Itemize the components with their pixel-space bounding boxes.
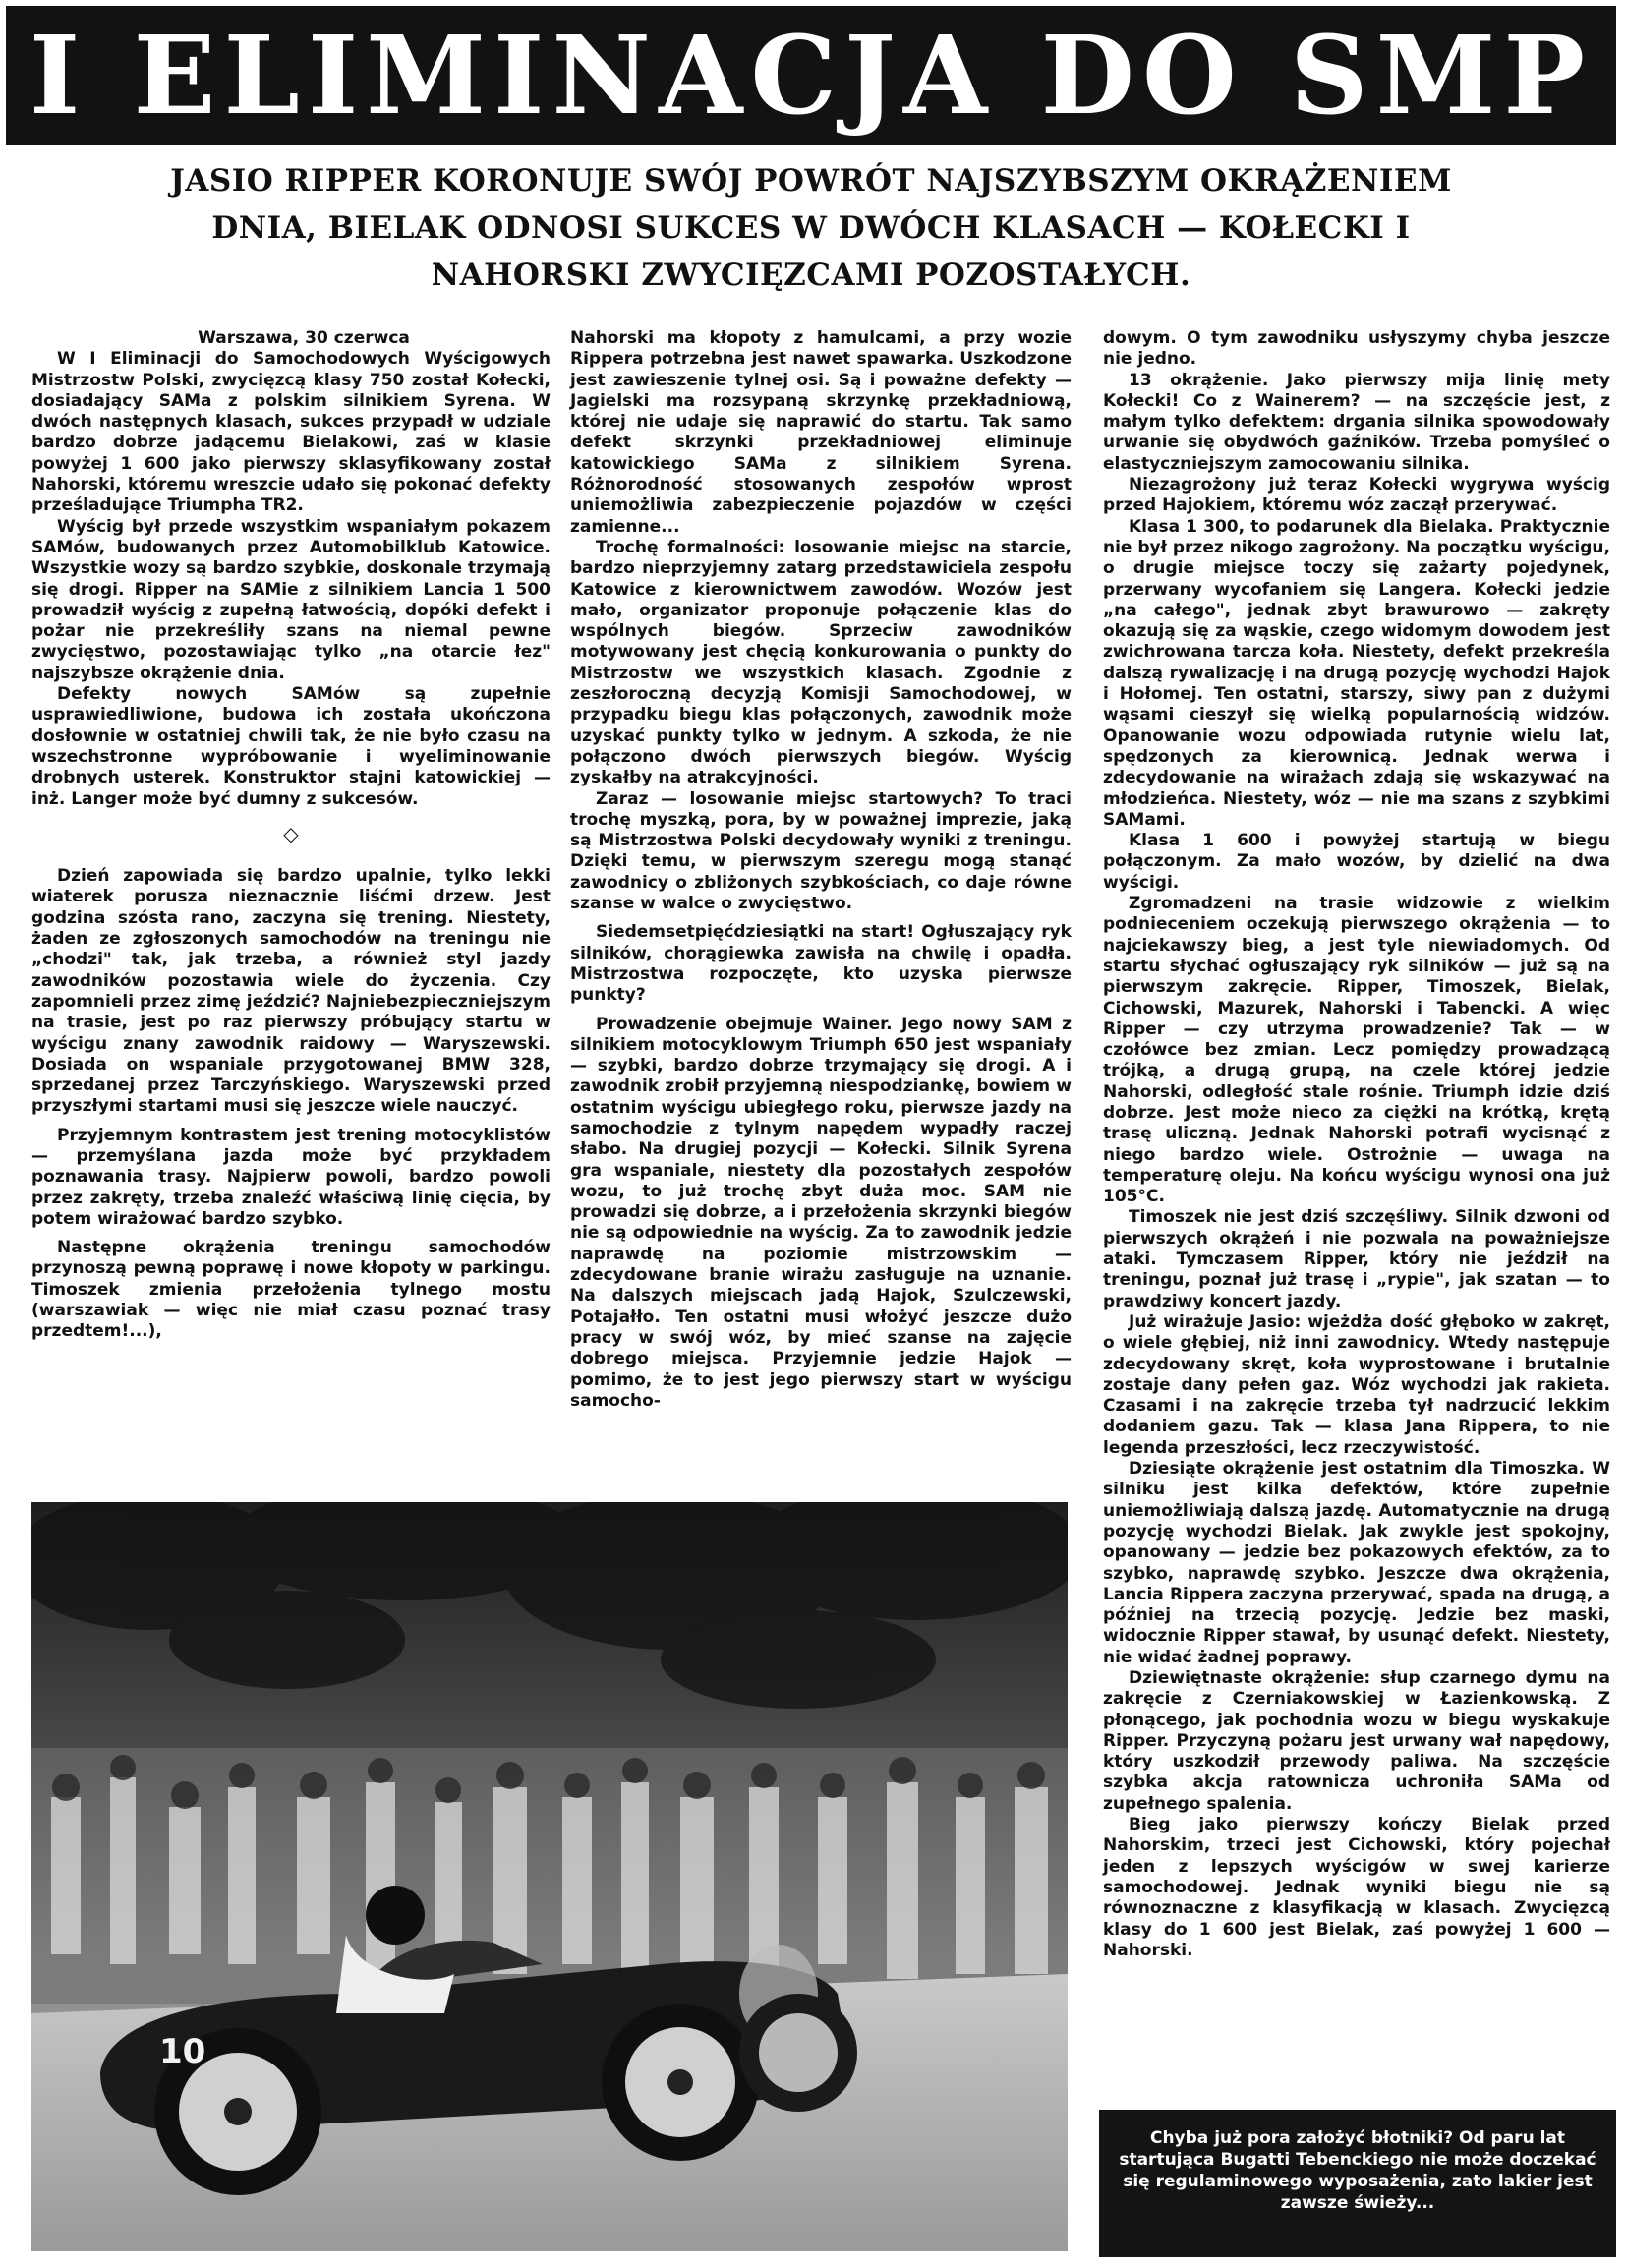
paragraph: Już wirażuje Jasio: wjeżdża dość głęboko w zakręt, o wiele głębiej, niż inni zawodnicy. Wtedy następuje zdecydowany skręt, koła wyprostowane i brutalnie zostaje dany pełen gaz. Wóz wychodzi jak rakieta. Czasami i na zakręcie trzeba tył nadrzucić lekkim dodaniem gazu. Tak — klasa Jana Rippera, to nie legenda przeszłości, lecz rzeczywistość. bbox=[1103, 1311, 1610, 1458]
paragraph: W I Eliminacji do Samochodowych Wyścigowych Mistrzostw Polski, zwycięzcą klasy 750 został Kołecki, dosiadający SAMa z polskim silnikiem Syrena. W dwóch następnych klasach, sukces przypadł w udziale bardzo dobrze jadącemu Bielakowi, zaś w klasie powyżej 1 600 jako pierwszy sklasyfikowany został Nahorski, któremu wreszcie udało się pokonać defekty prześladujące Triumpha TR2. bbox=[31, 349, 551, 516]
dateline: Warszawa, 30 czerwca bbox=[198, 328, 410, 348]
headline: I ELIMINACJA DO SMP bbox=[29, 12, 1594, 139]
paragraph: Dziewiętnaste okrążenie: słup czarnego dymu na zakręcie z Czerniakowskiej w Łazienkowską. Z płonącego, jak pochodnia wozu w biegu wyskakuje Ripper. Przyczyną pożaru jest urwany wał napędowy, który uszkodził przewody paliwa. Na szczęście szybka akcja ratownicza uchroniła SAMa od zupełnego spalenia. bbox=[1103, 1668, 1610, 1814]
column-1 bbox=[31, 328, 551, 1343]
photo-illustration bbox=[31, 1502, 1068, 2251]
crowd bbox=[31, 1748, 1068, 2004]
paragraph: Siedemsetpięćdziesiątki na start! Ogłuszający ryk silników, chorągiewka zawisła na chwilę i opadła. Mistrzostwa rozpoczęte, kto uzyska pierwsze punkty? bbox=[570, 922, 1072, 1006]
paragraph: Wyścig był przede wszystkim wspaniałym pokazem SAMów, budowanych przez Automobilklub Katowice. Wszystkie wozy są bardzo szybkie, doskonale trzymają się drogi. Ripper na SAMie z silnikiem Lancia 1 500 prowadził wyścig z zupełną łatwością, dopóki defekt i pożar nie przekreśliły szans na niemal pewne zwycięstwo, pozostawiając tylko „na otarcie łez" najszybsze okrążenie dnia. bbox=[31, 516, 551, 683]
paragraph: Trochę formalności: losowanie miejsc na starcie, bardzo nieprzyjemny zatarg przedstawiciela zespołu Katowice z kierownictwem zawodów. Wozów jest mało, organizator proponuje połączenie klas do wspólnych biegów. Sprzeciw zawodników motywowany jest chęcią konkurowania o punkty do Mistrzostw we wszystkich klasach. Zgodnie z zeszłoroczną decyzją Komisji Samochodowej, w przypadku biegu klas połączonych, zawodnik może uzyskać punkty tylko w jednym. A szkoda, że nie połączono dwóch pierwszych biegów. Wyścig zyskałby na atrakcyjności. bbox=[570, 537, 1072, 788]
paragraph: Dziesiąte okrążenie jest ostatnim dla Timoszka. W silniku jest kilka defektów, które zupełnie uniemożliwiają dalszą jazdę. Automatycznie na drugą pozycję wychodzi Bielak. Jak zwykle jest spokojny, opanowany — jedzie bez pokazowych efektów, za to szybko, naprawdę szybko. Jeszcze dwa okrążenia, Lancia Rippera zaczyna przerywać, spada na drugą, a później na trzecią pozycję. Jedzie bez maski, widocznie Ripper stawał, by usunąć defekt. Niestety, nie widać żadnej poprawy. bbox=[1103, 1459, 1610, 1667]
paragraph: Klasa 1 300, to podarunek dla Bielaka. Praktycznie nie był przez nikogo zagrożony. Na początku wyścigu, o drugie miejsce toczy się zażarty pojedynek, przerwany wycofaniem się Langera. Kołecki jedzie „na całego", jednak zbyt brawurowo — zakręty okazują się za wąskie, czego widomym dowodem jest zwichrowana tarcza koła. Niestety, defekt przekreśla dalszą rywalizację i na drugą pozycję wychodzi Hajok i Hołomej. Ten ostatni, starszy, siwy pan z dużymi wąsami cieszył się wielką popularnością widzów. Opanowanie wozu odpowiada rutynie wielu lat, spędzonych za kierownicą. Jednak werwa i zdecydowanie na wirażach zdają się wskazywać na młodzieńca. Niestety, wóz — nie ma szans z szybkimi SAMami. bbox=[1103, 516, 1610, 830]
paragraph: Prowadzenie obejmuje Wainer. Jego nowy SAM z silnikiem motocyklowym Triumph 650 jest wspaniały — szybki, bardzo dobrze trzymający się drogi. A i zawodnik zrobił przyjemną niespodziankę, bowiem w ostatnim wyścigu ubiegłego roku, pierwsze jazdy na samochodzie z tylnym napędem wypadły raczej słabo. Na drugiej pozycji — Kołecki. Silnik Syrena gra wspaniale, niestety dla pozostałych zespołów wozu, to już trochę zbyt duża moc. SAM nie prowadzi się dobrze, a i przełożenia skrzynki biegów nie są odpowiednie na wyścig. Za to zawodnik jedzie naprawdę na poziomie mistrzowskim — zdecydowane branie wirażu zasługuje na uznanie. Na dalszych miejscach jadą Hajok, Szulczewski, Potajałło. Ten ostatni musi włożyć jeszcze dużo pracy w swój wóz, by mieć szanse na zajęcie dobrego miejsca. Przyjemnie jedzie Hajok — pomimo, że to jest jego pierwszy start w wyścigu samocho- bbox=[570, 1014, 1072, 1411]
car-number: 10 bbox=[159, 2032, 206, 2071]
paragraph: 13 okrążenie. Jako pierwszy mija linię mety Kołecki! Co z Wainerem? — na szczęście jest, z małym tylko defektem: drgania silnika spowodowały urwanie się obydwóch gaźników. Trzeba pomyśleć o elastyczniejszym zamocowaniu silnika. bbox=[1103, 370, 1610, 474]
race-car-photo bbox=[31, 1502, 1068, 2251]
paragraph: Klasa 1 600 i powyżej startują w biegu połączonym. Za mało wozów, by dzielić na dwa wyścigi. bbox=[1103, 831, 1610, 893]
column-2 bbox=[570, 328, 1072, 1412]
paragraph: Bieg jako pierwszy kończy Bielak przed Nahorskim, trzeci jest Cichowski, który pojechał jeden z lepszych wyścigów w swej karierze samochodowej. Jednak wyniki biegu nie są równoznaczne z klasyfikacją w klasach. Zwycięzcą klasy do 1 600 jest Bielak, zaś powyżej 1 600 — Nahorski. bbox=[1103, 1815, 1610, 1960]
paragraph: Timoszek nie jest dziś szczęśliwy. Silnik dzwoni od pierwszych okrążeń i nie pozwala na poważniejsze ataki. Tymczasem Ripper, który nie jeździł na treningu, poznał już trasę i „rypie", jak szatan — to prawdziwy koncert jazdy. bbox=[1103, 1207, 1610, 1311]
paragraph: dowym. O tym zawodniku usłyszymy chyba jeszcze nie jedno. bbox=[1103, 328, 1610, 370]
paragraph: Zaraz — losowanie miejsc startowych? To traci trochę myszką, pora, by w poważnej imprezie, jaką są Mistrzostwa Polski decydowały wyniki z treningu. Dzięki temu, w pierwszym szeregu mogą stanąć zawodnicy o zbliżonych szybkościach, co daje równe szanse w walce o zwycięstwo. bbox=[570, 788, 1072, 914]
paragraph: Następne okrążenia treningu samochodów przynoszą pewną poprawę i nowe kłopoty w parkingu. Timoszek zmienia przełożenia tylnego mostu (warszawiak — więc nie miał czasu poznać trasy przedtem!...), bbox=[31, 1238, 551, 1342]
paragraph: Nahorski ma kłopoty z hamulcami, a przy wozie Rippera potrzebna jest nawet spawarka. Uszkodzone jest zawieszenie tylnej osi. Są i poważne defekty — Jagielski ma rozsypaną skrzynkę przekładniową, której nie udaje się naprawić do startu. Tak samo defekt skrzynki przekładniowej eliminuje katowickiego SAMa z silnikiem Syrena. Różnorodność stosowanych zespołów wprost uniemożliwia zabezpieczenie pojazdów w części zamienne... bbox=[570, 328, 1072, 537]
column-3 bbox=[1103, 328, 1610, 1961]
photo-caption: Chyba już pora założyć błotniki? Od paru lat startująca Bugatti Tebenckiego nie może doczekać się regulaminowego wyposażenia, zato lakier jest zawsze świeży... bbox=[1099, 2110, 1616, 2257]
paragraph: Przyjemnym kontrastem jest trening motocyklistów — przemyślana jazda może być przykładem poznawania trasy. Najpierw powoli, bardzo powoli przez zakręty, trzeba znaleźć właściwą linię cięcia, by potem wirażować bardzo szybko. bbox=[31, 1125, 551, 1229]
paragraph: Defekty nowych SAMów są zupełnie usprawiedliwione, budowa ich została ukończona dosłownie w ostatniej chwili tak, że nie było czasu na wszechstronne wypróbowanie i wyeliminowanie drobnych usterek. Konstruktor stajni katowickiej — inż. Langer może być dumny z sukcesów. bbox=[31, 684, 551, 809]
paragraph: Zgromadzeni na trasie widzowie z wielkim podnieceniem oczekują pierwszego okrążenia — to najciekawszy bieg, a jest tyle niewiadomych. Od startu słychać ogłuszający ryk silników — już są na pierwszym zakręcie. Ripper, Timoszek, Bielak, Cichowski, Mazurek, Nahorski i Tabencki. A więc Ripper — czy utrzyma prowadzenie? Tak — w czołówce bez zmian. Lecz pomiędzy prowadzącą trójką, a drugą grupą, na czele której jedzie Nahorski, odległość stale rośnie. Triumph idzie dziś dobrze. Jest może nieco za ciężki na krótką, krętą trasę uliczną. Jednak Nahorski potrafi wycisnąć z niego bardzo wiele. Ostrożnie — uwaga na temperaturę oleju. Na końcu wyścigu wynosi ona już 105°C. bbox=[1103, 894, 1610, 1207]
paragraph: Dzień zapowiada się bardzo upalnie, tylko lekki wiaterek porusza nieznacznie liśćmi drzew. Jest godzina szósta rano, zaczyna się trening. Niestety, żaden ze zgłoszonych samochodów na treningu nie „chodzi" tak, jak trzeba, a również styl jazdy zawodników pozostawia wiele do życzenia. Czy zapomnieli przez zimę jeździć? Najniebezpieczniejszym na trasie, jest po raz pierwszy próbujący startu w wyścigu znany zawodnik raidowy — Waryszewski. Dosiada on wspaniale przygotowanej BMW 328, sprzedanej przez Tarczyńskiego. Waryszewski przed przyszłymi startami musi się jeszcze wiele nauczyć. bbox=[31, 866, 551, 1117]
subheadline: JASIO RIPPER KORONUJE SWÓJ POWRÓT NAJSZYBSZYM OKRĄŻENIEM DNIA, BIELAK ODNOSI SUKCES W DWÓCH KLASACH — KOŁECKI I NAHORSKI ZWYCIĘZCAMI POZOSTAŁYCH. bbox=[170, 163, 1452, 293]
paragraph: Niezagrożony już teraz Kołecki wygrywa wyścig przed Hajokiem, któremu wóz zaczął przerywać. bbox=[1103, 475, 1610, 516]
headline-bar bbox=[6, 6, 1616, 145]
section-separator: ◇ bbox=[283, 821, 299, 845]
